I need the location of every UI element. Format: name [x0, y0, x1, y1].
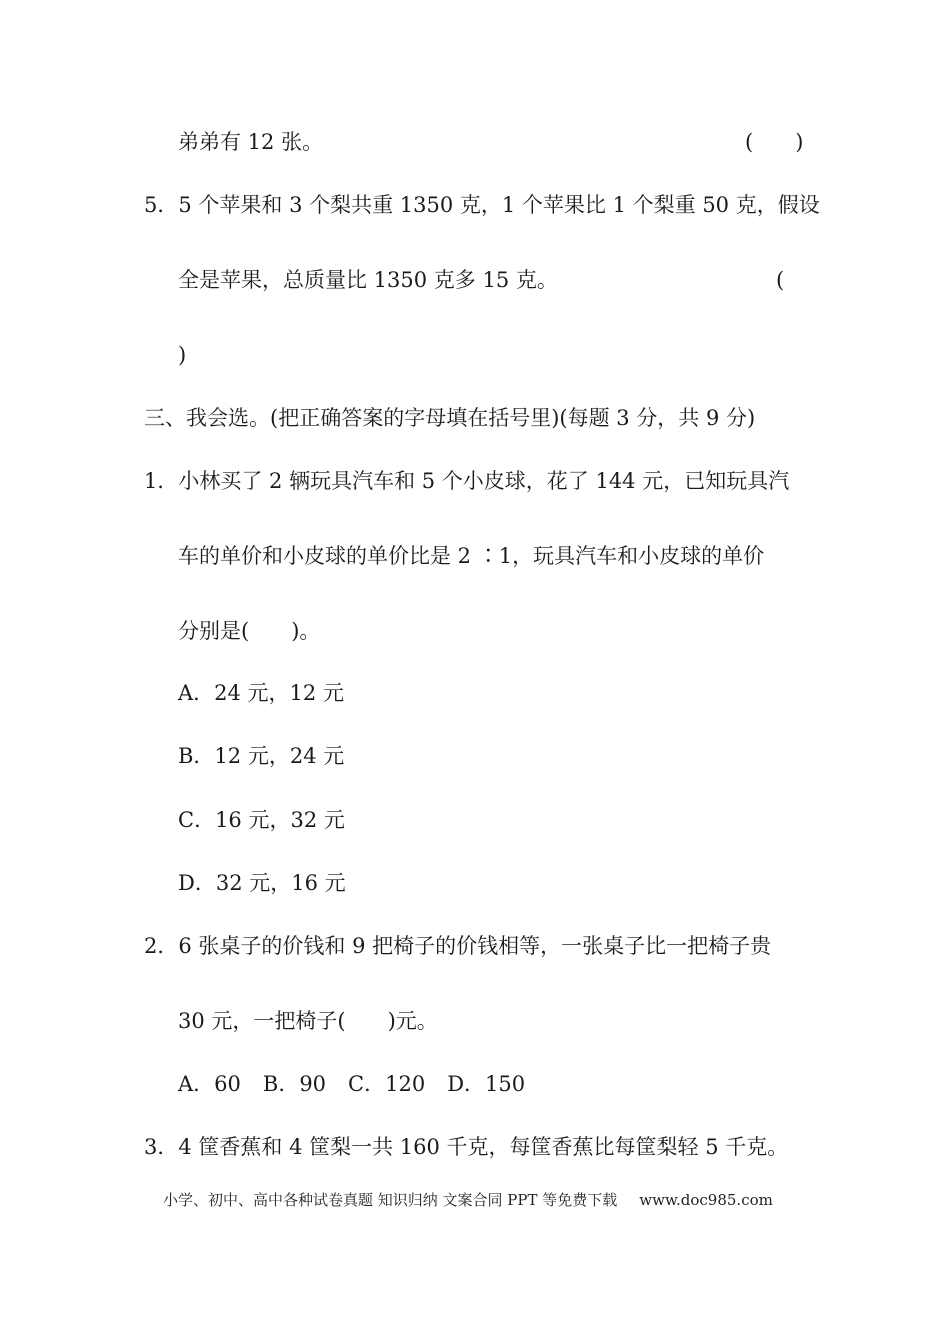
- mc1-line-1: 1．小林买了 2 辆玩具汽车和 5 个小皮球，花了 144 元，已知玩具汽: [144, 469, 790, 493]
- mc3-line-1: 3．4 筐香蕉和 4 筐梨一共 160 千克，每筐香蕉比每筐梨轻 5 千克。: [144, 1135, 789, 1159]
- mc1-option-c: C．16 元，32 元: [178, 808, 345, 832]
- q5-line-1: 5．5 个苹果和 3 个梨共重 1350 克，1 个苹果比 1 个梨重 50 克，假设: [144, 193, 820, 217]
- mc1-option-b: B．12 元，24 元: [178, 744, 345, 768]
- mc2-option-c: C．120: [348, 1072, 426, 1096]
- mc2-line-2: 30 元，一把椅子( )元。: [178, 1009, 438, 1033]
- q5-paren-close: ): [178, 343, 187, 367]
- section3-heading: 三、我会选。(把正确答案的字母填在括号里)(每题 3 分，共 9 分): [144, 406, 756, 430]
- q5-line-2: 全是苹果，总质量比 1350 克多 15 克。: [178, 268, 558, 292]
- mc1-option-d: D．32 元，16 元: [178, 871, 346, 895]
- q4-answer-paren: ( ): [745, 130, 804, 154]
- mc2-line-1: 2．6 张桌子的价钱和 9 把椅子的价钱相等，一张桌子比一把椅子贵: [144, 934, 772, 958]
- mc1-line-2: 车的单价和小皮球的单价比是 2 ∶1，玩具汽车和小皮球的单价: [178, 544, 765, 568]
- mc2-option-a: A．60: [178, 1072, 241, 1096]
- page-footer: [163, 1190, 773, 1210]
- mc2-option-b: B．90: [262, 1072, 327, 1096]
- q4-tail-text: 弟弟有 12 张。: [178, 130, 324, 154]
- footer-text: 小学、初中、高中各种试卷真题 知识归纳 文案合同 PPT 等免费下载: [163, 1191, 618, 1209]
- mc2-option-d: D．150: [447, 1072, 526, 1096]
- mc1-option-a: A．24 元，12 元: [178, 681, 344, 705]
- mc1-line-3: 分别是( )。: [178, 619, 321, 643]
- footer-url: www.doc985.com: [639, 1191, 773, 1209]
- mc2-options: [178, 1071, 525, 1097]
- q5-paren-open: (: [776, 268, 785, 292]
